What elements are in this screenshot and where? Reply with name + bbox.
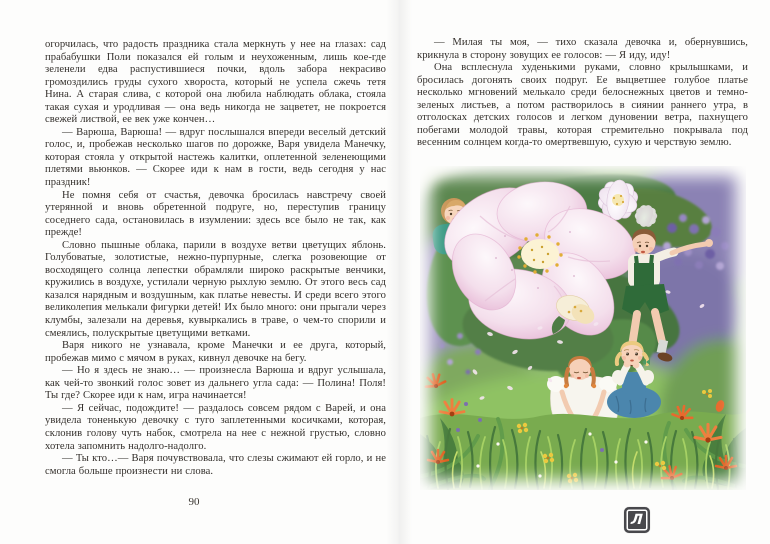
paragraph: Она всплеснула худенькими руками, словно крылышками, и бросилась догонять своих подруг. Ее выцветшее голубое платье несколько мгновений мелькало среди белоснежных цветов и темно-зеленых листьев, а потом растворилось в сиянии раннего утра, в отголосках детских голосов и легком дуновении ветра, пахнущего побегами молодой травы, которая стремительно покрывала под весенним солнцем когда-то омертвевшую, сухую и черствую землю. [417, 62, 748, 149]
left-page-text [45, 39, 386, 478]
paragraph: — Варюша, Варюша! — вдруг послышался впереди веселый детский голос, и, пробежав несколько шагов по дорожке, Варя увидела Манечку, которая стояла у открытой настежь калитки, оплетенной зеленеющими плетями вьюнков. — Скорее иди к нам в гости, ведь сегодня у нас праздник! [45, 126, 386, 189]
book-illustration [420, 166, 746, 490]
page-gutter-shadow [386, 0, 412, 544]
paragraph: — Я сейчас, подождите! — раздалось совсем рядом с Варей, и она увидела тоненькую девочку с туго заплетенными косичками, которая, склонив голову чуть набок, смотрела на нее с нежной грустью, словно хотела запомнить надолго-надолго. [45, 402, 386, 452]
page-number: 90 [188, 496, 200, 508]
paragraph: огорчилась, что радость праздника стала меркнуть у нее на глазах: сад прабабушки Поли показался ей голым и неухоженным, лишь кое-где зеленели едва распустившиеся почки, вдоль забора некрасиво громоздились груды сухого хвороста, который не успела сжечь тетя Нина. А старая слива, с которой она любила наблюдать облака, стояла такая сухая и уродливая — она ведь никогда не зацветет, не покроется свежей листвой, ее век уже кончен… [45, 39, 386, 126]
watermark-letter: Л [630, 512, 644, 528]
right-page-text [417, 37, 748, 150]
paragraph: Варя никого не узнавала, кроме Манечки и ее друга, который, пробежав мимо с мячом в руках, кивнул девочке на бегу. [45, 340, 386, 364]
paragraph: Словно пышные облака, парили в воздухе ветви цветущих яблонь. Голубоватые, золотистые, нежно-пурпурные, слегка розовеющие от восходящего солнца лепестки обрамляли широко раскрытые венчики, кружились в воздухе, устилали черную рыхлую землю. От этого весь сад казался нарядным и воздушным, как платье невесты. И среди всего этого великолепия мелькали фигурки детей! Их было много: они прыгали через клумбы, залезали на деревья, кувыркались в траве, о чем-то спорили и смеялись, полускрытые цветущими ветками. [45, 239, 386, 339]
paragraph: Не помня себя от счастья, девочка бросилась навстречу своей утерянной и вновь обретенной подруге, но, переступив границу соседнего сада, остановилась в изумлении: здесь все было не так, как прежде! [45, 189, 386, 239]
illustration-svg [420, 166, 746, 490]
paragraph: — Ты кто…— Варя почувствовала, что слезы сжимают ей горло, и не смогла больше произнести ни слова. [45, 453, 386, 477]
paragraph: — Милая ты моя, — тихо сказала девочка и, обернувшись, крикнула в сторону зовущих ее голосов: — Я иду, иду! [417, 37, 748, 61]
watermark-logo [624, 507, 650, 533]
paragraph: — Но я здесь не знаю… — произнесла Варюша и вдруг услышала, как чей-то звонкий голос зовет из дальнего угла сада: — Полина! Поля! Ты где? Скорее иди к нам, игра начинается! [45, 365, 386, 402]
